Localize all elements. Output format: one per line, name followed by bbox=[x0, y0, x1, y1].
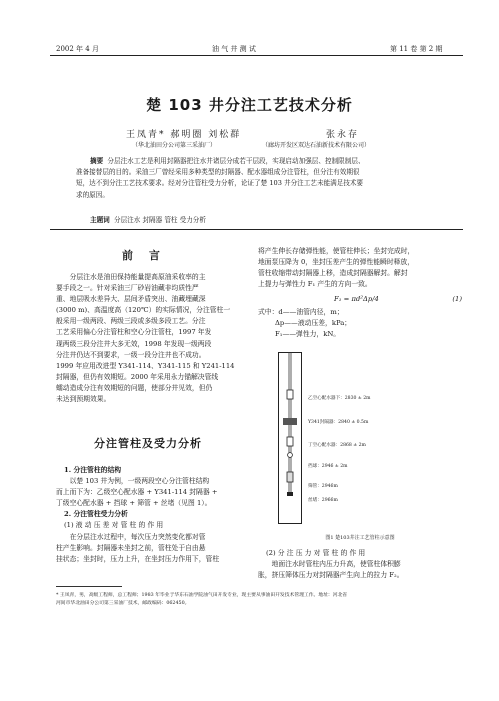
screen-pipe bbox=[287, 472, 293, 482]
keywords-label: 主题词 bbox=[90, 216, 110, 224]
text-line: 在分层注水过程中，每次压力突然变化都对管 bbox=[69, 532, 206, 541]
abstract-line: 短，达不到分注工艺技术要求。经对分注管柱受力分析，论证了楚 103 井分注工艺未能满足技术要 bbox=[76, 179, 364, 188]
definition-line: F₁——弹性力，kN。 bbox=[275, 330, 341, 339]
authors-group-2: 张永存 bbox=[326, 130, 360, 140]
abstract-label: 摘要 bbox=[90, 157, 104, 165]
header-volume: 第 11 卷 第 2 期 bbox=[390, 45, 443, 53]
packer bbox=[283, 418, 297, 425]
formula-definitions bbox=[258, 307, 462, 340]
text-line: 以楚 103 井为例，一级两段空心分注管柱结构 bbox=[69, 477, 210, 486]
header-rule bbox=[50, 55, 463, 56]
text-line: 挂状态；坐封时，压力上升，在坐封压力作用下，管柱 bbox=[56, 554, 220, 563]
right-body-bottom bbox=[258, 548, 462, 581]
text-line: 而上而下为：乙级空心配水器 + Y341-114 封隔器 + bbox=[56, 488, 218, 497]
abstract-line: 准备接替层的目的。采油三厂曾经采用多种类型的封隔器、配水器组成分注管柱，但分注有效期很 bbox=[76, 168, 360, 177]
footnote-line: * 王凤青，男，高级工程师，总工程师；1983 年毕业于华东石油学院油气田开发专业，现主要从事油田开发技术管理工作。地址：河北省 bbox=[56, 593, 348, 598]
text-line: (3000 m)、高温度高（120℃）的实际情况，分注管柱一 bbox=[56, 306, 231, 315]
affiliation-2: （廊坊开发区双达石油新技术有限公司） bbox=[262, 142, 371, 149]
subheading: (2) 分 注 压 力 对 管 柱 的 作 用 bbox=[266, 549, 366, 557]
text-line: 未达到预期效果。 bbox=[56, 395, 111, 404]
intro-heading: 前 言 bbox=[122, 249, 166, 262]
definition-line: 式中：d——油管内径，m； bbox=[258, 308, 344, 316]
figure-label: Y341封隔器：2840 ± 0.5m bbox=[308, 420, 369, 425]
section-heading: 分注管柱及受力分析 bbox=[94, 437, 202, 450]
footnote-rule bbox=[56, 586, 122, 587]
figure-label: 筛管：2946m bbox=[308, 484, 338, 489]
plug bbox=[287, 492, 293, 496]
formula-expression: F₁ = πd²Δp/4 bbox=[334, 295, 379, 303]
text-line: 要手段之一。针对采油三厂砂岩油藏非均质性严 bbox=[56, 284, 199, 293]
authors-group-1: 王凤青* 郝明圈 刘松群 bbox=[126, 130, 242, 140]
text-line: 现两级三段分注井大多无效，1998 年发现一级两段 bbox=[56, 339, 212, 348]
header-date: 2002 年 4 月 bbox=[56, 45, 99, 53]
figure-caption: 图1 楚103井注工艺管柱示意图 bbox=[325, 535, 395, 541]
abstract-line: 求的原因。 bbox=[76, 190, 109, 199]
text-line: 地面注水时管柱内压力升高，使管柱体积膨 bbox=[271, 560, 401, 569]
keywords bbox=[90, 214, 206, 224]
text-line: 分层注水是油田保持能量提高原油采收率的主 bbox=[69, 273, 206, 281]
section-body bbox=[56, 465, 250, 565]
upper-water-distributor bbox=[287, 390, 293, 399]
formula-number: (1) bbox=[452, 295, 462, 303]
intro-body bbox=[56, 272, 250, 405]
abstract-line: 摘要 分层注水工艺是利用封隔器把注水井诸层分成若干层段，实现启动加强层、控制限制层、 bbox=[90, 157, 365, 165]
header-journal: 油 气 井 测 试 bbox=[212, 45, 256, 53]
keywords-text: 分层注水 封隔器 管柱 受力分析 bbox=[113, 216, 206, 224]
text-line: 地面泵压降为 0，坐封压差产生的弹性能瞬时释放， bbox=[258, 258, 415, 267]
text-line: 封隔器，但仍有效期短。2000 年采用永力锚解决管线 bbox=[56, 372, 219, 381]
figure-label: 挡球：2946 ± 2m bbox=[308, 464, 348, 469]
figure-label: 丝堵：2966m bbox=[308, 498, 338, 503]
ball-seat bbox=[288, 453, 293, 458]
text-line: 胀，挤压筛体压力对封隔器产生向上的拉力 F₂。 bbox=[258, 571, 404, 580]
figure-label: 丁空心配水器：2868 ± 2m bbox=[308, 443, 366, 448]
text-line: 管柱收缩带动封隔器上移，造成封隔器解封。解封 bbox=[258, 269, 408, 278]
paper-title: 楚 103 井分注工艺技术分析 bbox=[146, 96, 353, 114]
definition-line: Δp——液动压差，kPa； bbox=[275, 319, 352, 328]
text-line: 工艺采用偏心分注管柱和空心分注管柱，1997 年发 bbox=[56, 328, 212, 337]
abstract bbox=[76, 156, 444, 201]
text-line: 分注井仍达不到要求，一级一段分注井也不成功。 bbox=[56, 350, 206, 359]
subheading: 1. 分注管柱的结构 bbox=[64, 466, 122, 474]
affiliation-1: （华北油田分公司第三采油厂） bbox=[132, 142, 217, 149]
text-line: 1999 年应用改进型 Y341-114、Y341-115 和 Y241-114 bbox=[56, 361, 235, 370]
text-line: 上提力与弹性力 F₁ 产生的方向一致。 bbox=[258, 280, 372, 289]
text-line: 柱产生影响。封隔器未坐封之前，管柱处于自由悬 bbox=[56, 543, 206, 552]
text-line: 般采用一级两段、两级三段或多级多段工艺。分注 bbox=[56, 317, 206, 326]
tubing-string-diagram bbox=[278, 352, 302, 524]
text-line: 丁级空心配水器 + 挡球 + 筛管 + 丝堵（见图 1）。 bbox=[56, 499, 212, 508]
right-body-top bbox=[258, 246, 462, 290]
figure-label: 乙空心配水器下：2830 ± 2m bbox=[308, 396, 371, 401]
text-line: 蠕动造成分注有效期短的问题，使部分井见效，但仍 bbox=[56, 383, 213, 392]
abstract-rule bbox=[50, 229, 463, 230]
subheading: 2. 分注管柱受力分析 bbox=[64, 510, 128, 519]
footnote-line: 河间市华北油田分公司第三采油厂技术，邮政编码：062450。 bbox=[56, 601, 190, 606]
text-line: 重、地层吸水差异大、层间矛盾突出、油藏埋藏深 bbox=[56, 295, 206, 304]
footnote bbox=[56, 592, 456, 608]
subheading: (1) 液 动 压 差 对 管 柱 的 作 用 bbox=[64, 521, 164, 530]
lower-water-distributor bbox=[287, 437, 293, 446]
text-line: 将产生伸长存储弹性能，使管柱伸长；坐封完成时， bbox=[258, 247, 415, 255]
